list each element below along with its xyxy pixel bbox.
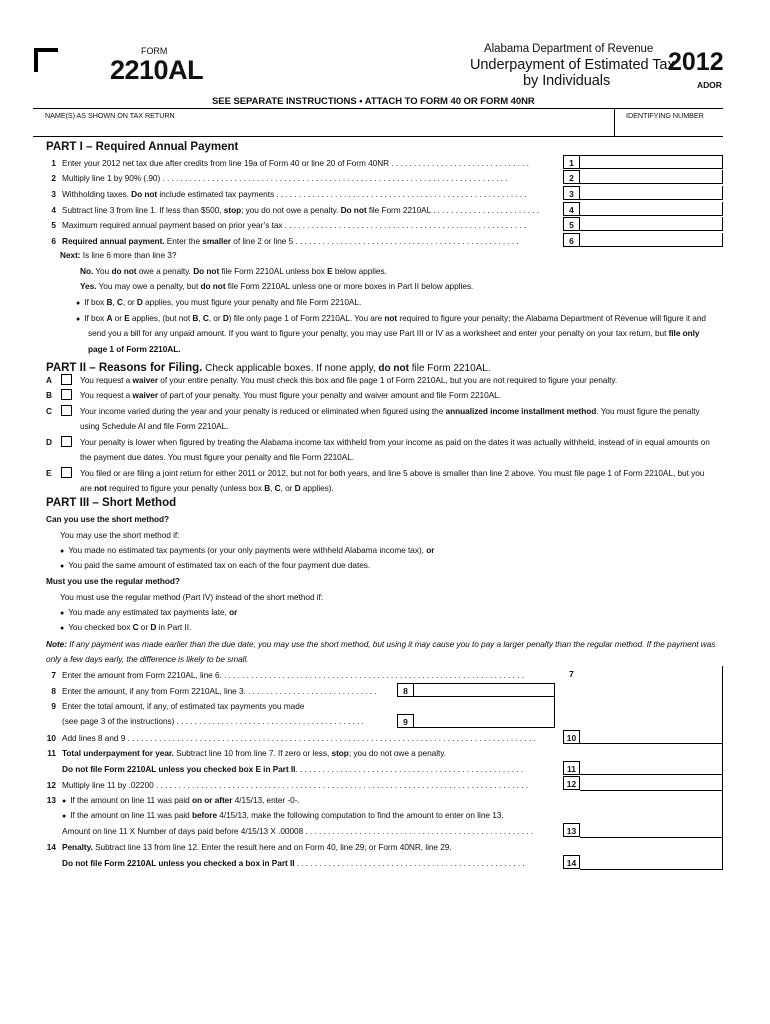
line-number: 1	[51, 158, 56, 168]
line-11-text-line2: Do not file Form 2210AL unless you checked box E in Part II. . . . . . . . . . . . . . . . . . . . . . . . . . . . . . . . . . . . . . . . . . . . . . . . . . .	[62, 764, 524, 774]
line-9-amount[interactable]	[414, 697, 555, 728]
id-number-label: IDENTIFYING NUMBER	[626, 111, 704, 120]
line-14-text-line2: Do not file Form 2210AL unless you checked a box in Part II . . . . . . . . . . . . . . . . . . . . . . . . . . . . . . . . . . . . . . . . . . . . . . . . . . .	[62, 858, 525, 868]
line-number: 10	[46, 733, 56, 743]
line-number-box: 5	[563, 217, 580, 231]
corner-registration-mark	[34, 48, 58, 72]
line-number: 8	[51, 686, 56, 696]
line-8-amount[interactable]	[414, 683, 555, 697]
names-field[interactable]	[33, 118, 613, 136]
line-number-box: 11	[563, 761, 580, 775]
part1-line-2-amount[interactable]	[580, 170, 723, 184]
agency-abbrev: ADOR	[697, 80, 722, 90]
part1-line-2-text: Multiply line 1 by 90% (.90) . . . . . . . . . . . . . . . . . . . . . . . . . . . . . . . . . . . . . . . . . . . . . . . . . . . . . . . . . . . . . . . . . . . . . . . . . . . . .	[62, 173, 508, 183]
names-label: NAME(S) AS SHOWN ON TAX RETURN	[45, 111, 175, 120]
part1-line-3-amount[interactable]	[580, 186, 723, 200]
line-number: 6	[51, 236, 56, 246]
line-number-box: 2	[563, 170, 580, 184]
part1-line-6-text: Required annual payment. Enter the smaller of line 2 or line 5 . . . . . . . . . . . . . . . . . . . . . . . . . . . . . . . . . . . . . . . . . . . . . . . . . .	[62, 236, 519, 246]
reason-d-line2: the payment due dates. You must figure your penalty and file Form 2210AL.	[80, 452, 355, 462]
box-letter-c: C	[46, 406, 52, 416]
line-number: 3	[51, 189, 56, 199]
line-number: 12	[46, 780, 56, 790]
form-number: 2210AL	[110, 55, 204, 85]
tax-year: 2012	[668, 48, 724, 76]
instructions-banner: SEE SEPARATE INSTRUCTIONS • ATTACH TO FORM 40 OR FORM 40NR	[212, 96, 535, 107]
line-number-box: 3	[563, 186, 580, 200]
bullet-ae-line3: page 1 of Form 2210AL.	[88, 344, 181, 354]
note-line2: only a few days early, the difference is likely to be small.	[46, 654, 249, 664]
line-14-text: Penalty. Subtract line 13 from line 12. Enter the result here and on Form 40, line 29; or Form 40NR, line 29.	[62, 842, 452, 852]
reason-b: You request a waiver of part of your penalty. You must figure your penalty and waiver amount and file Form 2210AL.	[80, 390, 501, 400]
line-14-amount[interactable]	[580, 838, 723, 870]
part1-line-1-amount[interactable]	[580, 155, 723, 169]
bullet-ae: ● If box A or E applies, (but not B, C, or D) file only page 1 of Form 2210AL. You are not required to figure your penalty; the Alabama Department of Revenue will figure it and	[76, 313, 706, 325]
barcode	[240, 44, 438, 76]
line-number: 4	[51, 205, 56, 215]
q-regular-method: Must you use the regular method?	[46, 576, 180, 586]
q-regular-method-sub: You must use the regular method (Part IV) instead of the short method if:	[60, 592, 324, 602]
box-letter-a: A	[46, 375, 52, 385]
id-number-field[interactable]	[616, 118, 723, 136]
line-number: 7	[51, 670, 56, 680]
line-9-text: Enter the total amount, if any, of estimated tax payments you made	[62, 701, 305, 711]
line-number: 13	[46, 795, 56, 805]
answer-yes: Yes. You may owe a penalty, but do not file Form 2210AL unless one or more boxes in Part II below applies.	[80, 281, 474, 291]
answer-no: No. You do not owe a penalty. Do not file Form 2210AL unless box E below applies.	[80, 266, 387, 276]
checkbox-c[interactable]	[61, 405, 72, 416]
line-number-box: 13	[563, 823, 580, 837]
reason-a: You request a waiver of your entire penalty. You must check this box and file page 1 of Form 2210AL, but you are not required to figure your penalty.	[80, 375, 618, 385]
form-label: FORM	[141, 46, 168, 56]
line-number-box: 6	[563, 233, 580, 247]
reason-c: Your income varied during the year and your penalty is reduced or eliminated when figured using the annualized income installment method. You must figure the penalty	[80, 406, 700, 416]
line-number-box: 7	[563, 667, 580, 681]
short-cond-2: ● You paid the same amount of estimated tax on each of the four payment due dates.	[60, 560, 370, 572]
bullet-ae-line2: send you a bill for any unpaid amount. If you want to figure your penalty, you may use Part III or IV as a worksheet and enter your penalty on your tax return, but file only	[88, 328, 700, 338]
line-13-amount[interactable]	[580, 791, 723, 838]
line-9-text-line2: (see page 3 of the instructions) . . . . . . . . . . . . . . . . . . . . . . . . . . . . . . . . . . . . . . . . . .	[62, 716, 364, 726]
line-number-box: 1	[563, 155, 580, 169]
reason-c-line2: using Schedule AI and file Form 2210AL.	[80, 421, 229, 431]
checkbox-b[interactable]	[61, 389, 72, 400]
bullet-bcd: ● If box B, C, or D applies, you must figure your penalty and file Form 2210AL.	[76, 297, 361, 309]
line-number: 14	[46, 842, 56, 852]
next-question: Next: Is line 6 more than line 3?	[60, 250, 177, 260]
line-13-text-line3: Amount on line 11 X Number of days paid before 4/15/13 X .00008 . . . . . . . . . . . . . . . . . . . . . . . . . . . . . . . . . . . . . . . . . . . . . . . . . . .	[62, 826, 534, 836]
checkbox-a[interactable]	[61, 374, 72, 385]
regular-cond-1: ● You made any estimated tax payments late, or	[60, 607, 237, 619]
short-cond-1: ● You made no estimated tax payments (or your only payments were withheld Alabama income tax), or	[60, 545, 434, 557]
department-name: Alabama Department of Revenue	[484, 43, 654, 55]
part1-line-1-text: Enter your 2012 net tax due after credits from line 19a of Form 40 or line 20 of Form 40NR . . . . . . . . . . . . . . . . . . . . . . . . . . . . . . .	[62, 158, 529, 168]
line-number-box: 10	[563, 730, 580, 744]
line-number-box: 12	[563, 776, 580, 790]
line-number-box: 14	[563, 855, 580, 869]
part1-line-5-amount[interactable]	[580, 217, 723, 231]
reason-e: You filed or are filing a joint return for either 2011 or 2012, but not for both years, and line 5 above is smaller than line 2 above. You must file page 1 of Form 2210AL, but you	[80, 468, 705, 478]
line-7-text: Enter the amount from Form 2210AL, line 6. . . . . . . . . . . . . . . . . . . . . . . . . . . . . . . . . . . . . . . . . . . . . . . . . . . . . . . . . . . . . . . . . . . .	[62, 670, 524, 680]
line-number-box: 4	[563, 202, 580, 216]
checkbox-e[interactable]	[61, 467, 72, 478]
q-short-method: Can you use the short method?	[46, 514, 170, 524]
box-letter-b: B	[46, 390, 52, 400]
line-13-text-line2: ● If the amount on line 11 was paid before 4/15/13, make the following computation to find the amount to enter on line 13.	[62, 810, 504, 822]
line-11-text: Total underpayment for year. Subtract line 10 from line 7. If zero or less, stop; you do not owe a penalty.	[62, 748, 447, 758]
part1-title: PART I – Required Annual Payment	[46, 141, 239, 153]
checkbox-d[interactable]	[61, 436, 72, 447]
line-10-text: Add lines 8 and 9 . . . . . . . . . . . . . . . . . . . . . . . . . . . . . . . . . . . . . . . . . . . . . . . . . . . . . . . . . . . . . . . . . . . . . . . . . . . . . . . . . . . . . . . . . . .	[62, 733, 536, 743]
q-short-method-sub: You may use the short method if:	[60, 530, 180, 540]
line-11-amount[interactable]	[580, 744, 723, 775]
part1-line-4-text: Subtract line 3 from line 1. If less than $500, stop; you do not owe a penalty. Do not file Form 2210AL . . . . . . . . . . . . . . . . . . . . . . . .	[62, 205, 540, 215]
line-13-text: ● If the amount on line 11 was paid on or after 4/15/13, enter -0-.	[62, 795, 300, 807]
line-8-text: Enter the amount, if any from Form 2210AL, line 3. . . . . . . . . . . . . . . . . . . . . . . . . . . . . .	[62, 686, 377, 696]
box-letter-d: D	[46, 437, 52, 447]
line-12-amount[interactable]	[580, 775, 723, 791]
reason-e-line2: are not required to figure your penalty (unless box B, C, or D applies).	[80, 483, 334, 493]
line-number: 5	[51, 220, 56, 230]
note: Note: If any payment was made earlier than the due date, you may use the short method, but using it may cause you to pay a larger penalty than the regular method. If the payment was	[46, 639, 716, 649]
line-number-box: 9	[397, 714, 414, 728]
line-10-amount[interactable]	[580, 666, 723, 744]
part1-line-3-text: Withholding taxes. Do not include estimated tax payments . . . . . . . . . . . . . . . . . . . . . . . . . . . . . . . . . . . . . . . . . . . . . . . . . . . . . . . .	[62, 189, 527, 199]
regular-cond-2: ● You checked box C or D in Part II.	[60, 622, 191, 634]
line-number: 9	[51, 701, 56, 711]
line-number: 2	[51, 173, 56, 183]
form-title-line1: Underpayment of Estimated Tax	[470, 57, 675, 73]
part1-line-5-text: Maximum required annual payment based on prior year’s tax . . . . . . . . . . . . . . . . . . . . . . . . . . . . . . . . . . . . . . . . . . . . . . . . . . . . . .	[62, 220, 527, 230]
form-title-line2: by Individuals	[523, 73, 611, 89]
line-number-box: 8	[397, 683, 414, 697]
reason-d: Your penalty is lower when figured by treating the Alabama income tax withheld from your income as paid on the dates it was actually withheld, instead of in equal amounts on	[80, 437, 710, 447]
part3-title: PART III – Short Method	[46, 497, 177, 509]
part1-line-4-amount[interactable]	[580, 202, 723, 216]
part1-line-6-amount[interactable]	[580, 233, 723, 247]
box-letter-e: E	[46, 468, 52, 478]
part2-heading: PART II – Reasons for Filing. Check applicable boxes. If none apply, do not file Form 2210AL.	[46, 362, 491, 374]
line-number: 11	[47, 748, 56, 758]
line-12-text: Multiply line 11 by .02200 . . . . . . . . . . . . . . . . . . . . . . . . . . . . . . . . . . . . . . . . . . . . . . . . . . . . . . . . . . . . . . . . . . . . . . . . . . . . . . . . . . .	[62, 780, 529, 790]
